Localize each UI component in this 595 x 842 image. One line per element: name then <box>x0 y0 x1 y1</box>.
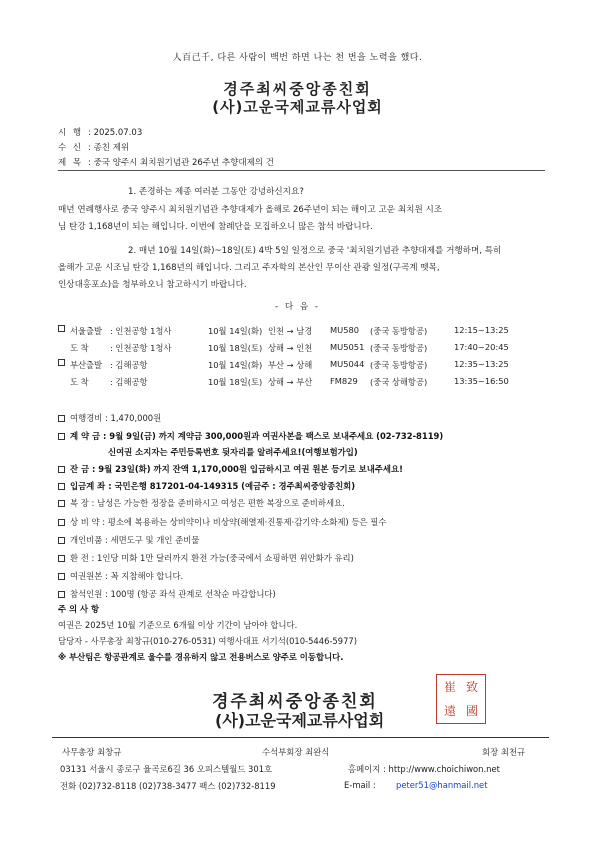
notes-title: 주 의 사 항 <box>58 604 100 614</box>
checkbox-icon <box>58 466 65 473</box>
footer-vice-president: 수석부회장 최완식 <box>262 747 330 757</box>
paragraph-1-line-1: 1. 존경하는 제종 여러분 그동안 강녕하신지요? <box>128 187 304 197</box>
org-name-1: 경주최씨중앙종친회 <box>223 80 372 98</box>
checkbox-icon <box>58 519 65 526</box>
item-meds: 상 비 약 : 평소에 복용하는 상비약이나 비상약(해열제·진통제·감기약·소화제) 등은 필수 <box>58 516 386 528</box>
footer-address: 03131 서울시 종로구 율곡로6길 36 오피스텔월드 301호 <box>60 764 273 774</box>
motto: 人百己千, 다른 사람이 백번 하면 나는 천 번을 노력을 했다. <box>172 53 423 63</box>
item-contract-note: 신여권 소지자는 주민등록번호 뒷자리를 알려주세요!(여행보험가입) <box>108 447 358 457</box>
schedule-row: 도 착 : 김해공항 10월 18일(토) 상해 → 부산 FM829 (중국 상해항공) 13:35~16:50 <box>70 376 509 387</box>
footer-homepage[interactable]: 홈페이지 : http://www.choichiwon.net <box>348 764 500 774</box>
checkbox-icon <box>58 555 65 562</box>
meta-subject: 제 목 : 중국 양주시 최치원기념관 26주년 추향대제의 건 <box>58 158 274 168</box>
item-dress: 복 장 : 남성은 가능한 정장을 준비하시고 여성은 편한 복장으로 준비하세요. <box>58 497 345 509</box>
org-name-2: (사)고운국제교류사업회 <box>212 98 383 116</box>
checkbox-icon <box>58 433 65 440</box>
official-seal: 崔 致 遠 國 <box>436 674 486 724</box>
subject-divider <box>58 170 545 171</box>
checkbox-icon <box>58 359 65 366</box>
item-passport: 여권원본 : 꼭 지참해야 합니다. <box>58 570 183 582</box>
schedule-row: 도 착 : 인천공항 1청사 10월 18일(토) 상해 → 인천 MU5051 (중국 동방항공) 17:40~20:45 <box>70 342 509 353</box>
flight-schedule <box>58 325 558 395</box>
footer-divider <box>52 737 549 738</box>
footer-phone: 전화 (02)732-8118 (02)738-3477 팩스 (02)732-8119 <box>60 781 276 791</box>
checkbox-icon <box>58 325 65 332</box>
paragraph-2-line-2: 올해가 고운 시조님 탄강 1,168년의 해입니다. 그리고 주자학의 본산인 무이산 관광 일정(구곡계 뗏목, <box>58 263 440 273</box>
checkbox-icon <box>58 500 65 507</box>
item-contract: 계 약 금 : 9월 9일(금) 까지 계약금 300,000원과 여권사본을 팩스로 보내주세요 (02-732-8119) <box>58 430 443 442</box>
checkbox-icon <box>58 483 65 490</box>
item-personal: 개인비품 : 세면도구 및 개인 준비물 <box>58 534 199 546</box>
paragraph-1-line-3: 님 탄강 1,168년이 되는 해입니다. 이번에 참례단을 모집하오니 많은 참석 바랍니다. <box>58 222 373 232</box>
item-cost: 여행경비 : 1,470,000원 <box>58 412 161 424</box>
schedule-row: 서울출발 : 인천공항 1청사 10월 14일(화) 인천 → 남경 MU580 (중국 동방항공) 12:15~13:25 <box>58 325 558 339</box>
paragraph-2-line-3: 인상대홍포쇼)을 청부하오니 참고하시기 바랍니다. <box>58 280 247 290</box>
meta-recipient: 수 신 : 종친 제위 <box>58 143 130 153</box>
meta-date: 시 행 : 2025.07.03 <box>58 128 143 138</box>
signature-org-1: 경주최씨중앙종친회 <box>212 692 378 712</box>
footer-email[interactable]: peter51@hanmail.net <box>396 780 488 790</box>
notes-passport: 여권은 2025년 10월 기준으로 6개월 이상 기간이 남아야 합니다. <box>58 620 298 630</box>
footer-secretary: 사무총장 최창규 <box>62 747 122 757</box>
checkbox-icon <box>58 591 65 598</box>
footer-president: 회장 최천규 <box>482 747 526 757</box>
notes-contacts: 담당자 - 사무총장 최창규(010-276-0531) 여행사대표 서기석(010-5446-5977) <box>58 636 358 646</box>
item-balance: 잔 금 : 9월 23일(화) 까지 잔액 1,170,000원 입금하시고 여권 원본 등기로 보내주세요! <box>58 463 403 475</box>
paragraph-2-line-1: 2. 매년 10월 14일(화)~18일(토) 4박 5일 일정으로 중국 '최치원기념관 추향대제를 거행하며, 특히 <box>128 246 502 256</box>
notes-busan: ※ 부산팀은 항공관계로 울수를 경유하지 않고 전용버스로 양주로 이동합니다. <box>58 652 344 662</box>
item-account: 입금계 좌 : 국민은행 817201-04-149315 (예금주 : 경주최씨중앙종친회) <box>58 480 355 492</box>
schedule-row: 부산출발 : 김해공항 10월 14일(화) 부산 → 상해 MU5044 (중국 동방항공) 12:35~13:25 <box>58 359 558 373</box>
checkbox-icon <box>58 573 65 580</box>
footer-email-label: E-mail : <box>344 780 376 790</box>
item-attendees: 참석인원 : 100명 (항공 좌석 관계로 선착순 마감합니다) <box>58 588 276 600</box>
checkbox-icon <box>58 415 65 422</box>
details-divider: - 다 음 - <box>274 302 320 312</box>
paragraph-1-line-2: 매년 연례행사로 중국 양주시 최치원기념관 추향대제가 올해로 26주년이 되는 해이고 고운 최치원 시조 <box>58 205 443 215</box>
item-exchange: 환 전 : 1인당 미화 1만 달러까지 환전 가능(중국에서 쇼핑하면 위안화가 유리) <box>58 552 354 564</box>
checkbox-icon <box>58 537 65 544</box>
signature-org-2: (사)고운국제교류사업회 <box>215 711 385 730</box>
